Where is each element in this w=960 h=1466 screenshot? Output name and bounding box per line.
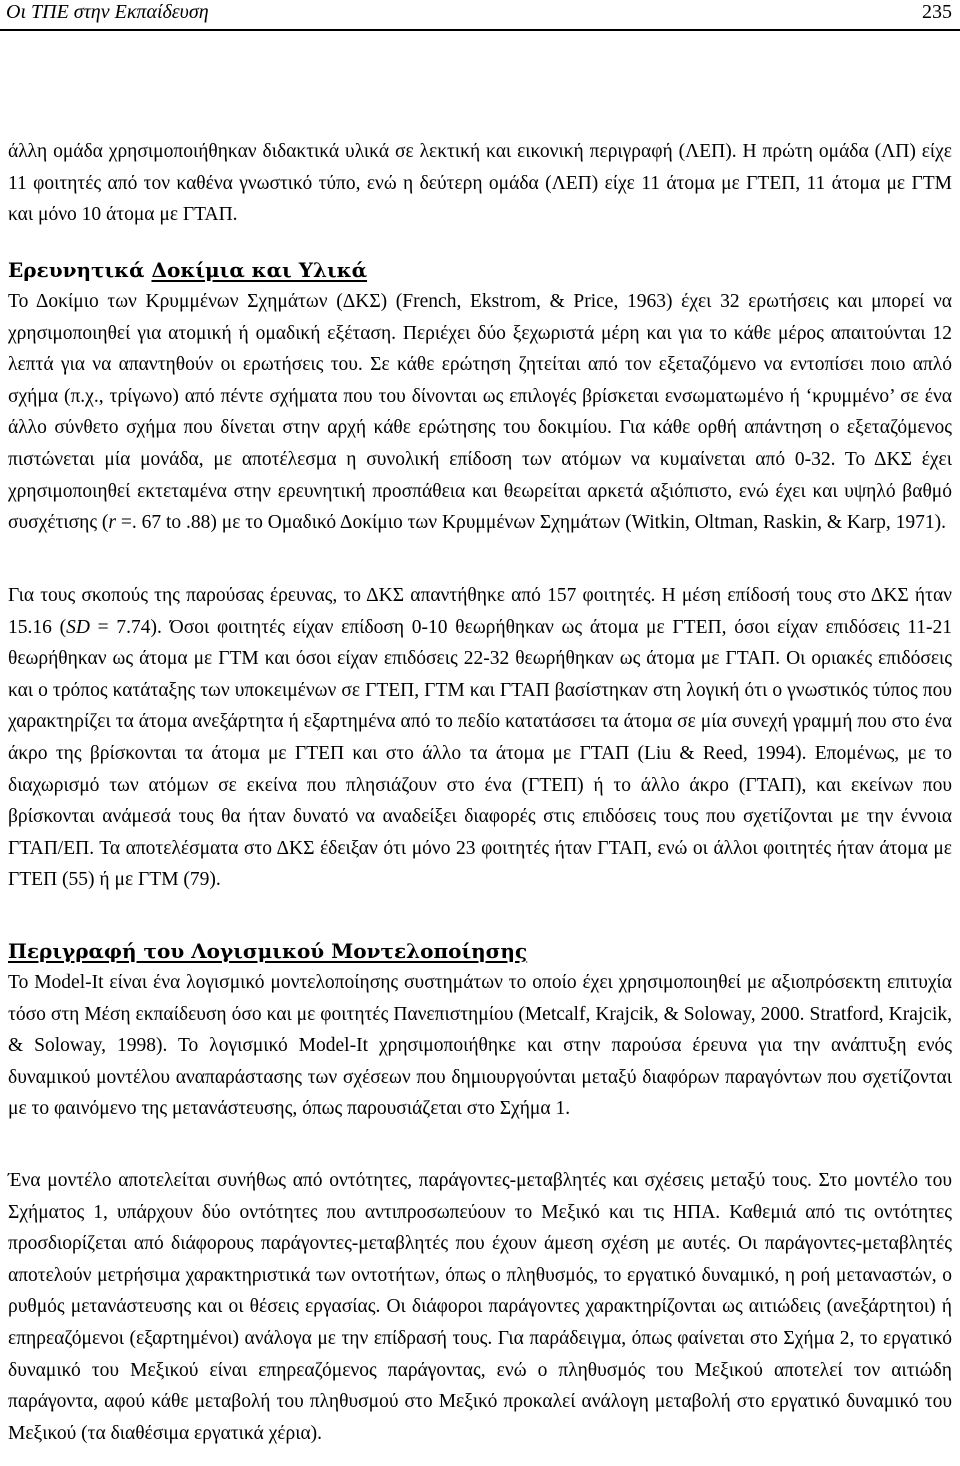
results-text-part2: = 7.74). Όσοι φοιτητές είχαν επίδοση 0-10 θεωρήθηκαν ως άτομα με ΓΤΕΠ, όσοι είχαν επιδόσεις 11-21 θεωρήθηκαν ως άτομα με ΓΤΜ και όσοι είχαν επιδόσεις 22-32 θεωρήθηκαν ως άτομα με ΓΤΑΠ. Οι οριακές επιδόσεις και ο τρόπος κατάταξης των υποκειμένων σε ΓΤΕΠ, ΓΤΜ και ΓΤΑΠ βασίστηκαν στη λογική ότι ο γνωστικός τύπος που χαρακτηρίζει τα άτομα ανεξάρτητα ή εξαρτημένα από το πεδίο κατατάσσει τα άτομα σε μία συνεχή γραμμή που στο ένα άκρο της βρίσκονται τα άτομα με ΓΤΕΠ και στο άλλο τα άτομα με ΓΤΑΠ (Liu & Reed, 1994). Επομένως, με το διαχωρισμό των ατόμων σε εκείνα που πλησιάζουν στο ένα (ΓΤΕΠ) ή το άλλο άκρο (ΓΤΑΠ), και εκείνων που βρίσκονται ανάμεσά τους θα ήταν δυνατό να αναδείξει διαφορές στις επιδόσεις τους που σχετίζονται με την έννοια ΓΤΑΠ/ΕΠ. Τα αποτελέσματα στο ΔΚΣ έδειξαν ότι μόνο 23 φοιτητές ήταν ΓΤΑΠ, ενώ οι άλλοι φοιτητές ήταν άτομα με ΓΤΕΠ (55) ή με ΓΤΜ (79). (8, 616, 952, 891)
running-header (6, 0, 952, 24)
software-paragraph: Το Model-It είναι ένα λογισμικό μοντελοποίησης συστημάτων το οποίο έχει χρησιμοποιηθεί με αξιοπρόσεκτη επιτυχία τόσο στη Μέση εκπαίδευση όσο και με φοιτητές Πανεπιστημίου (Metcalf, Krajcik, & Soloway, 2000. Stratford, Krajcik, & Soloway, 1998). Το λογισμικό Model-It χρησιμοποιήθηκε και στην παρούσα έρευνα για την ανάπτυξη ενός δυναμικού μοντέλου αναπαράστασης των σχέσεων που δημιουργούνται μεταξύ διαφόρων παραγόντων που σχετίζονται με το φαινόμενο της μετανάστευσης, όπως παρουσιάζεται στο Σχήμα 1. (8, 972, 952, 1120)
page-number: 235 (922, 1, 952, 23)
header-divider (0, 29, 960, 31)
intro-block (8, 136, 952, 231)
research-heading-part1: Ερευνητικά (8, 258, 152, 282)
r-symbol: r (108, 512, 116, 534)
research-paragraph (8, 286, 952, 539)
model-block (8, 1165, 952, 1449)
model-paragraph: Ένα μοντέλο αποτελείται συνήθως από οντότητες, παράγοντες-μεταβλητές και σχέσεις μεταξύ τους. Στο μοντέλο του Σχήματος 1, υπάρχουν δύο οντότητες που αντιπροσωπεύουν το Μεξικό και τις ΗΠΑ. Καθεμιά από τις οντότητες προσδιορίζεται από διάφορους παράγοντες-μεταβλητές που έχουν άμεση σχέση με αυτές. Οι παράγοντες-μεταβλητές αποτελούν μετρήσιμα χαρακτηριστικά των οντοτήτων, όπως ο πληθυσμός, το εργατικό δυναμικό, η ροή μεταναστών, ο ρυθμός μετανάστευσης και οι θέσεις εργασίας. Οι διάφοροι παράγοντες χαρακτηρίζονται ως αιτιώδεις (ανεξάρτητοι) ή επηρεαζόμενοι (εξαρτημένοι) ανάλογα με την επίδρασή τους. Για παράδειγμα, όπως φαίνεται στο Σχήμα 2, το εργατικό δυναμικό του Μεξικού είναι επηρεαζόμενος παράγοντας, ενώ ο πληθυσμός του Μεξικού αποτελεί τον αιτιώδη παράγοντα, αφού κάθε μεταβολή του πληθυσμού στο Μεξικό προκαλεί ανάλογη μεταβολή στο εργατικό δυναμικό του Μεξικού (τα διαθέσιμα εργατικά χέρια). (8, 1170, 952, 1444)
software-section (8, 935, 952, 1125)
research-text-end: =. 67 to .88) με το Ομαδικό Δοκίμιο των Κρυμμένων Σχημάτων (Witkin, Oltman, Raskin, & Karp, 1971). (116, 512, 947, 534)
software-heading: Περιγραφή του Λογισμικού Μοντελοποίησης (8, 939, 528, 963)
results-paragraph (8, 580, 952, 896)
research-text-start: Το Δοκίμιο των Κρυμμένων Σχημάτων (ΔΚΣ) (French, Ekstrom, & Price, 1963) έχει 32 ερωτήσεις και μπορεί να χρησιμοποιηθεί για ατομική ή ομαδική εξέταση. Περιέχει δύο ξεχωριστά μέρη και για το κάθε μέρος απαιτούνται 12 λεπτά για να απαντηθούν οι ερωτήσεις του. Σε κάθε ερώτηση ζητείται από τον εξεταζόμενο να εντοπίσει ποιο απλό σχήμα (π.χ., τρίγωνο) από πέντε σχήματα που του δίνονται ως επιλογές βρίσκεται ενσωματωμένο ή ‘κρυμμένο’ σε ένα άλλο σύνθετο σχήμα που δίνεται στην αρχή κάθε ερώτησης του δοκιμίου. Για κάθε ορθή απάντηση ο εξεταζόμενος πιστώνεται μία μονάδα, με αποτέλεσμα η συνολική επίδοση των ατόμων να κυμαίνεται από 0-32. Το ΔΚΣ έχει χρησιμοποιηθεί εκτεταμένα στην ερευνητική προσπάθεια και θεωρείται αρκετά αξιόπιστο, ενώ έχει και υψηλό βαθμό συσχέτισης ( (8, 291, 952, 534)
sd-symbol: SD (66, 616, 90, 638)
research-heading (8, 254, 952, 286)
research-section (8, 254, 952, 539)
journal-title: Οι ΤΠΕ στην Εκπαίδευση (6, 1, 209, 23)
research-heading-part2: Δοκίμια και Υλικά (151, 258, 368, 282)
results-block (8, 580, 952, 896)
results-text-part1: Για τους σκοπούς της παρούσας έρευνας, το ΔΚΣ απαντήθηκε από 157 φοιτητές. Η μέση επίδοσή τους στο ΔΚΣ ήταν 15.16 ( (8, 585, 952, 638)
intro-paragraph: άλλη ομάδα χρησιμοποιήθηκαν διδακτικά υλικά σε λεκτική και εικονική περιγραφή (ΛΕΠ). Η πρώτη ομάδα (ΛΠ) είχε 11 φοιτητές από τον καθένα γνωστικό τύπο, ενώ η δεύτερη ομάδα (ΛΕΠ) είχε 11 άτομα με ΓΤΕΠ, 11 άτομα με ΓΤΜ και μόνο 10 άτομα με ΓΤΑΠ. (8, 141, 952, 226)
